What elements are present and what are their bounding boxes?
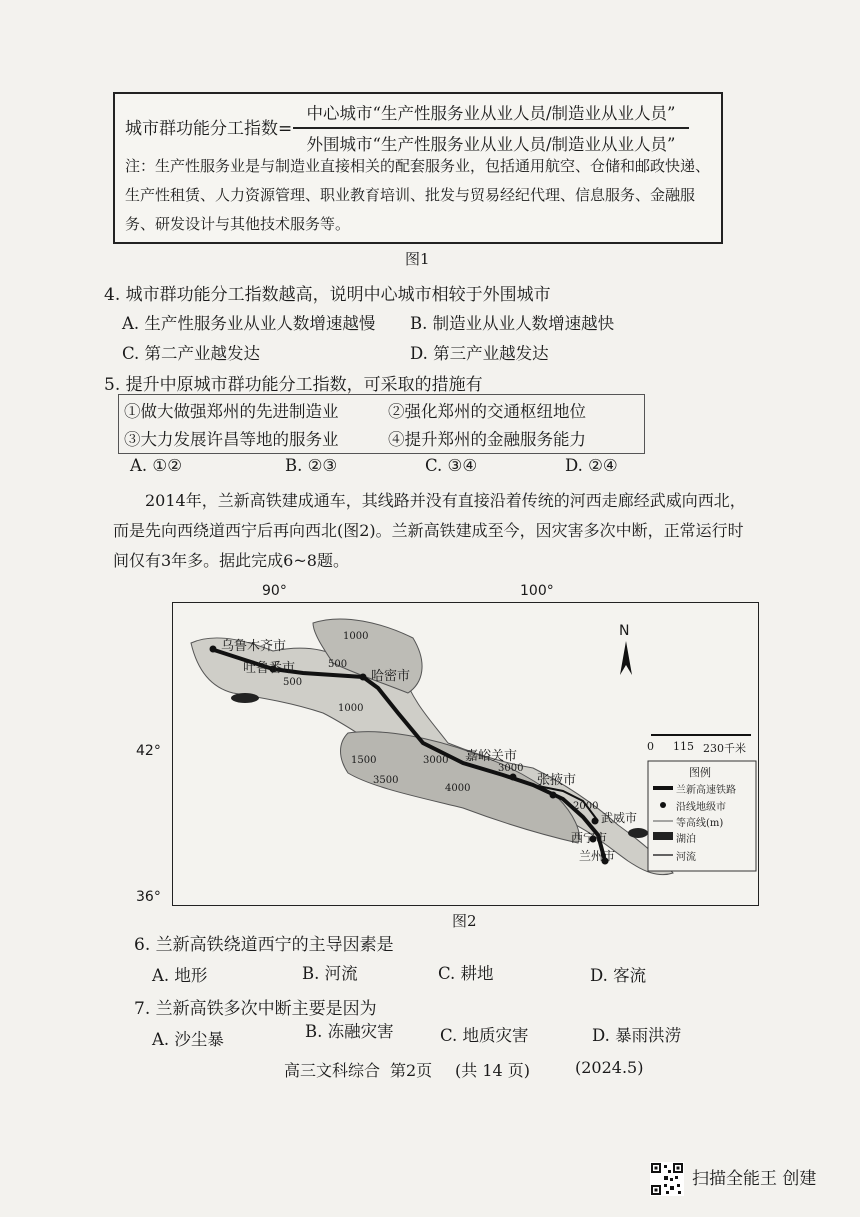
city-dot — [210, 646, 217, 653]
city-label-zhangye: 张掖市 — [537, 773, 577, 788]
legend-item-railway: 兰新高速铁路 — [676, 785, 736, 796]
scanner-watermark: 扫描全能王 创建 — [692, 1169, 817, 1189]
lon-label-100: 100° — [520, 583, 554, 599]
lake-west — [231, 693, 259, 703]
q5-stem: 5. 提升中原城市群功能分工指数，可采取的措施有 — [104, 375, 483, 395]
map-figure2 — [172, 602, 759, 906]
q4-option-d: D. 第三产业越发达 — [410, 344, 549, 363]
city-label-urumqi: 乌鲁木齐市 — [221, 639, 287, 654]
contour-label: 4000 — [445, 783, 471, 794]
lat-label-42: 42° — [136, 743, 161, 759]
q5-option-b: B. ②③ — [285, 456, 338, 475]
q6-stem: 6. 兰新高铁绕道西宁的主导因素是 — [134, 935, 394, 955]
q4-option-b: B. 制造业从业人数增速越快 — [410, 314, 615, 333]
q7-option-b: B. 冻融灾害 — [305, 1022, 394, 1041]
city-dot — [592, 818, 599, 825]
footer-total: (共 14 页) — [455, 1061, 531, 1080]
legend-item-river: 河流 — [676, 852, 696, 863]
q5-item-3: ③大力发展许昌等地的服务业 — [124, 430, 339, 449]
city-label-wuwei: 武威市 — [601, 811, 638, 825]
contour-label: 3500 — [373, 775, 399, 786]
lat-label-36: 36° — [136, 889, 161, 905]
passage-text: 2014年，兰新高铁建成通车，其线路并没有直接沿着传统的河西走廊经武威向西北，而是先向西绕道西宁后再向西北(图2)。兰新高铁建成至今，因灾害多次中断，正常运行时间仅有3年多。据此完成6~8题。 — [113, 491, 746, 570]
contour-label: 2000 — [573, 801, 599, 812]
city-dot — [360, 674, 367, 681]
qr-code-icon — [650, 1162, 684, 1196]
q4-option-a: A. 生产性服务业从业人数增速越慢 — [122, 314, 376, 333]
lon-label-90: 90° — [262, 583, 287, 599]
contour-label: 3000 — [423, 755, 449, 766]
q5-item-1: ①做大做强郑州的先进制造业 — [124, 402, 339, 421]
city-dot — [550, 792, 557, 799]
city-dot — [510, 774, 517, 781]
contour-label: 3000 — [498, 763, 524, 774]
legend-swatch-lake — [653, 832, 673, 840]
scale-label-230: 230千米 — [703, 742, 746, 755]
q7-option-d: D. 暴雨洪涝 — [592, 1026, 682, 1045]
contour-label: 1000 — [338, 703, 364, 714]
legend-item-lake: 湖泊 — [676, 834, 696, 845]
footer-page: 第2页 — [390, 1061, 433, 1080]
scale-label-115: 115 — [673, 740, 694, 753]
q5-option-d: D. ②④ — [565, 456, 618, 475]
q5-option-a: A. ①② — [130, 456, 182, 475]
scale-label-0: 0 — [647, 740, 654, 753]
figure1-box — [113, 92, 723, 244]
legend-item-contour: 等高线(m) — [676, 818, 724, 829]
fraction-bar — [293, 127, 689, 129]
city-label-xining: 西宁市 — [571, 831, 608, 845]
city-label-turpan: 吐鲁番市 — [243, 661, 296, 676]
q6-option-b: B. 河流 — [302, 964, 358, 983]
contour-label: 1500 — [351, 755, 377, 766]
north-label: N — [619, 623, 630, 639]
q4-option-c: C. 第二产业越发达 — [122, 344, 261, 363]
footer-subject: 高三文科综合 — [284, 1061, 381, 1080]
q5-item-4: ④提升郑州的金融服务能力 — [388, 430, 586, 449]
q4-stem: 4. 城市群功能分工指数越高，说明中心城市相较于外围城市 — [104, 285, 551, 305]
figure2-caption: 图2 — [452, 912, 477, 930]
q6-option-d: D. 客流 — [590, 966, 647, 985]
formula-fraction — [293, 100, 689, 155]
q6-option-a: A. 地形 — [152, 966, 208, 985]
q7-stem: 7. 兰新高铁多次中断主要是因为 — [134, 999, 377, 1019]
legend-item-city: 沿线地级市 — [676, 802, 726, 813]
north-arrow-icon — [620, 641, 632, 675]
q5-option-c: C. ③④ — [425, 456, 478, 475]
q5-item-2: ②强化郑州的交通枢纽地位 — [388, 402, 586, 421]
figure1-caption: 图1 — [405, 250, 430, 268]
city-label-lanzhou: 兰州市 — [579, 849, 616, 863]
legend-title: 图例 — [689, 766, 711, 779]
formula-note: 注：生产性服务业是与制造业直接相关的配套服务业，包括通用航空、仓储和邮政快递、生产性租赁、人力资源管理、职业教育培训、批发与贸易经纪代理、信息服务、金融服务、研发设计与其他技术服务等。 — [125, 157, 711, 233]
formula-label: 城市群功能分工指数= — [125, 119, 293, 139]
formula-numerator: 中心城市“生产性服务业从业人员/制造业从业人员” — [306, 104, 676, 123]
lake-east — [628, 828, 648, 838]
city-label-jiayuguan: 嘉峪关市 — [465, 749, 518, 764]
contour-label: 500 — [283, 677, 303, 688]
q7-option-a: A. 沙尘暴 — [152, 1030, 224, 1049]
q6-option-c: C. 耕地 — [438, 964, 494, 983]
contour-label: 1000 — [343, 631, 369, 642]
legend-swatch-city — [660, 802, 666, 808]
q7-option-c: C. 地质灾害 — [440, 1026, 529, 1045]
footer-date: (2024.5) — [575, 1058, 644, 1077]
contour-label: 500 — [328, 659, 348, 670]
formula-denominator: 外围城市“生产性服务业从业人员/制造业从业人员” — [306, 135, 676, 154]
city-label-hami: 哈密市 — [371, 669, 411, 684]
